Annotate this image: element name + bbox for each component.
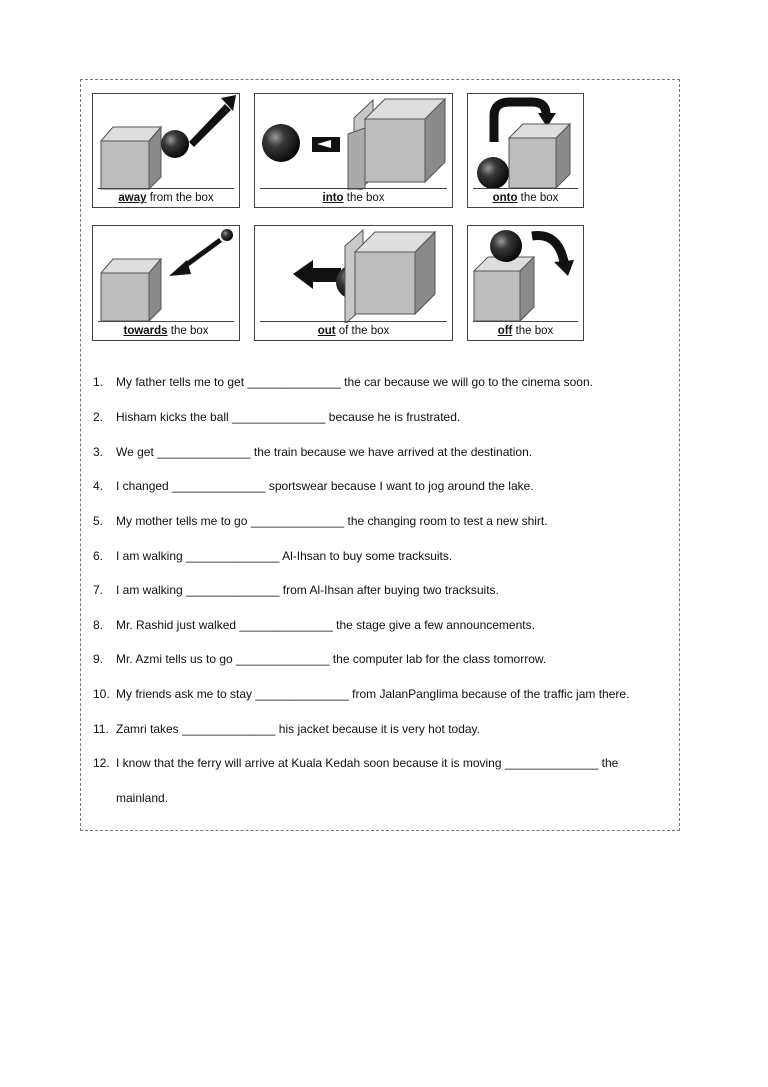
card-out — [254, 225, 453, 341]
question-number: 4. — [93, 479, 104, 493]
card-onto — [467, 93, 584, 208]
caption-rest: the box — [167, 325, 209, 337]
question-number: 9. — [93, 652, 104, 666]
caption-into — [260, 188, 447, 207]
caption-rest: the box — [517, 192, 559, 204]
away-from-box-illustration — [93, 94, 239, 190]
question-text: Zamri takes ______________ his jacket because it is very hot today. — [116, 722, 480, 736]
keyword: into — [322, 192, 344, 204]
caption-towards — [98, 321, 234, 340]
into-box-illustration — [255, 94, 452, 190]
caption-rest: the box — [343, 192, 385, 204]
card-into — [254, 93, 453, 208]
question-number: 3. — [93, 445, 104, 459]
question-number: 2. — [93, 410, 104, 424]
question-number: 1. — [93, 375, 104, 389]
question-number: 6. — [93, 549, 104, 563]
question-text: I know that the ferry will arrive at Kuala Kedah soon because it is moving ______________ the — [116, 756, 619, 770]
question-text: Hisham kicks the ball ______________ because he is frustrated. — [116, 410, 461, 424]
off-box-illustration — [468, 226, 583, 323]
question-text: My father tells me to get ______________ the car because we will go to the cinema soon. — [116, 375, 593, 389]
keyword: out — [317, 325, 336, 337]
caption-off — [473, 321, 578, 340]
caption-out — [260, 321, 447, 340]
question-number: 10. — [93, 687, 110, 701]
question-number: 11. — [93, 722, 109, 736]
question-text: Mr. Azmi tells us to go ______________ the computer lab for the class tomorrow. — [116, 652, 547, 666]
caption-rest: of the box — [335, 325, 390, 337]
question-text: Mr. Rashid just walked ______________ the stage give a few announcements. — [116, 618, 535, 632]
card-off — [467, 225, 584, 341]
question-text: I changed ______________ sportswear because I want to jog around the lake. — [116, 479, 534, 493]
question-number: 5. — [93, 514, 104, 528]
keyword: away — [118, 192, 147, 204]
question-text: I am walking ______________ from Al-Ihsan after buying two tracksuits. — [116, 583, 499, 597]
keyword: onto — [492, 192, 518, 204]
caption-away — [98, 188, 234, 207]
card-away — [92, 93, 240, 208]
question-text: We get ______________ the train because we have arrived at the destination. — [116, 445, 533, 459]
question-number: 7. — [93, 583, 104, 597]
keyword: off — [497, 325, 513, 337]
onto-box-illustration — [468, 94, 583, 190]
out-of-box-illustration — [255, 226, 452, 323]
question-12-continuation: mainland. — [116, 791, 169, 805]
keyword: towards — [123, 325, 168, 337]
question-text: I am walking ______________ Al-Ihsan to buy some tracksuits. — [116, 549, 453, 563]
towards-box-illustration — [93, 226, 239, 323]
question-text: My mother tells me to go ______________ the changing room to test a new shirt. — [116, 514, 548, 528]
caption-onto — [473, 188, 578, 207]
card-towards — [92, 225, 240, 341]
question-text: My friends ask me to stay ______________ from JalanPanglima because of the traffic jam there. — [116, 687, 630, 701]
question-number: 12. — [93, 756, 110, 770]
caption-rest: the box — [512, 325, 554, 337]
caption-rest: from the box — [146, 192, 214, 204]
question-number: 8. — [93, 618, 104, 632]
